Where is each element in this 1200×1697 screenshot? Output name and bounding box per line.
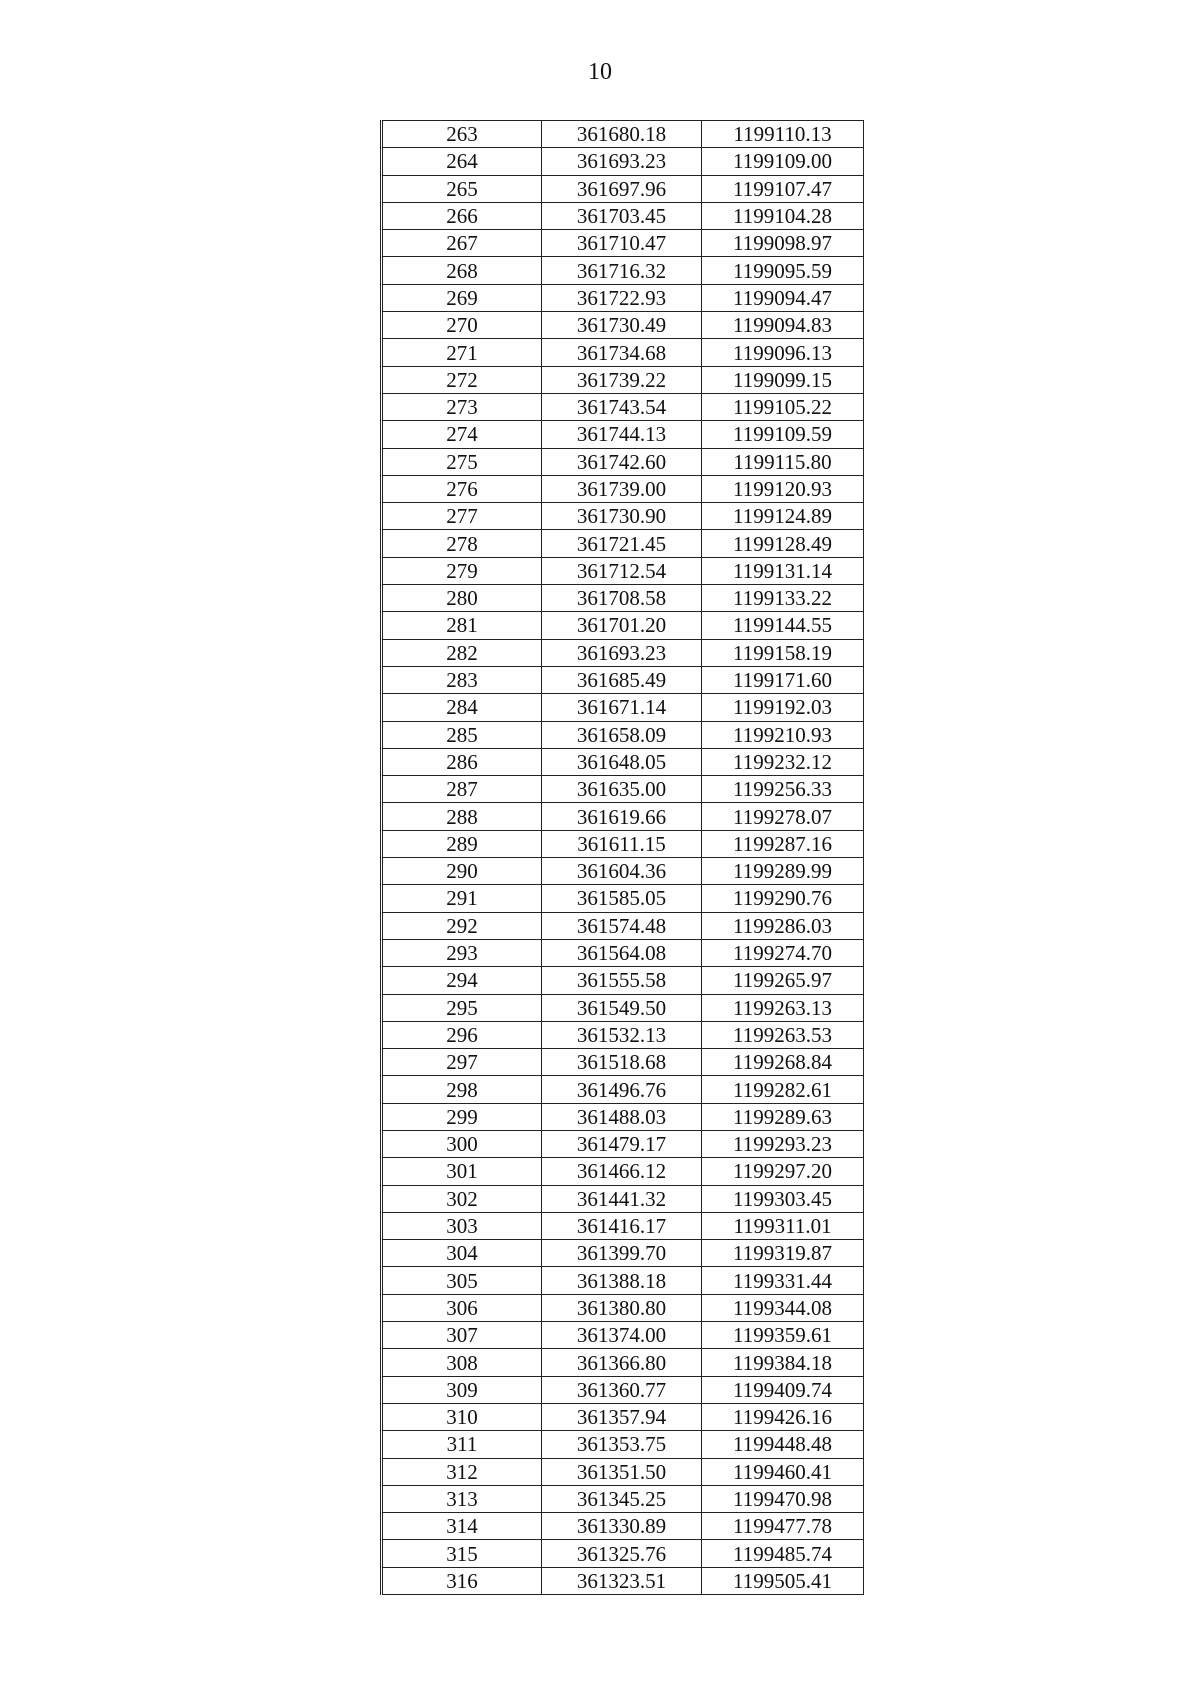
x-coordinate-cell: 361697.96: [542, 175, 702, 202]
x-coordinate-cell: 361555.58: [542, 967, 702, 994]
y-coordinate-cell: 1199131.14: [702, 557, 864, 584]
table-row: [382, 230, 864, 257]
point-number-cell: 312: [382, 1458, 542, 1485]
y-coordinate-cell: 1199331.44: [702, 1267, 864, 1294]
x-coordinate-cell: 361708.58: [542, 585, 702, 612]
x-coordinate-cell: 361680.18: [542, 121, 702, 148]
x-coordinate-cell: 361604.36: [542, 858, 702, 885]
table-row: [382, 1513, 864, 1540]
y-coordinate-cell: 1199448.48: [702, 1431, 864, 1458]
x-coordinate-cell: 361742.60: [542, 448, 702, 475]
point-number-cell: 307: [382, 1322, 542, 1349]
table-row: [382, 1076, 864, 1103]
x-coordinate-cell: 361693.23: [542, 148, 702, 175]
point-number-cell: 286: [382, 748, 542, 775]
table-row: [382, 1458, 864, 1485]
table-row: [382, 503, 864, 530]
x-coordinate-cell: 361611.15: [542, 830, 702, 857]
table-row: [382, 1130, 864, 1157]
point-number-cell: 291: [382, 885, 542, 912]
x-coordinate-cell: 361574.48: [542, 912, 702, 939]
y-coordinate-cell: 1199286.03: [702, 912, 864, 939]
y-coordinate-cell: 1199232.12: [702, 748, 864, 775]
x-coordinate-cell: 361518.68: [542, 1049, 702, 1076]
table-row: [382, 1267, 864, 1294]
y-coordinate-cell: 1199485.74: [702, 1540, 864, 1567]
y-coordinate-cell: 1199192.03: [702, 694, 864, 721]
y-coordinate-cell: 1199133.22: [702, 585, 864, 612]
point-number-cell: 308: [382, 1349, 542, 1376]
y-coordinate-cell: 1199096.13: [702, 339, 864, 366]
point-number-cell: 275: [382, 448, 542, 475]
y-coordinate-cell: 1199344.08: [702, 1294, 864, 1321]
x-coordinate-cell: 361353.75: [542, 1431, 702, 1458]
table-row: [382, 1567, 864, 1594]
table-row: [382, 694, 864, 721]
table-row: [382, 666, 864, 693]
x-coordinate-cell: 361658.09: [542, 721, 702, 748]
y-coordinate-cell: 1199290.76: [702, 885, 864, 912]
table-row: [382, 312, 864, 339]
x-coordinate-cell: 361366.80: [542, 1349, 702, 1376]
point-number-cell: 274: [382, 421, 542, 448]
point-number-cell: 298: [382, 1076, 542, 1103]
point-number-cell: 316: [382, 1567, 542, 1594]
point-number-cell: 288: [382, 803, 542, 830]
x-coordinate-cell: 361734.68: [542, 339, 702, 366]
y-coordinate-cell: 1199287.16: [702, 830, 864, 857]
page-number: 10: [588, 59, 612, 85]
point-number-cell: 299: [382, 1103, 542, 1130]
table-row: [382, 1049, 864, 1076]
point-number-cell: 293: [382, 939, 542, 966]
point-number-cell: 282: [382, 639, 542, 666]
y-coordinate-cell: 1199098.97: [702, 230, 864, 257]
table-row: [382, 366, 864, 393]
x-coordinate-cell: 361730.49: [542, 312, 702, 339]
table-row: [382, 530, 864, 557]
point-number-cell: 296: [382, 1021, 542, 1048]
x-coordinate-cell: 361712.54: [542, 557, 702, 584]
table-row: [382, 1103, 864, 1130]
y-coordinate-cell: 1199120.93: [702, 475, 864, 502]
table-row: [382, 1431, 864, 1458]
table-row: [382, 1349, 864, 1376]
point-number-cell: 266: [382, 202, 542, 229]
point-number-cell: 290: [382, 858, 542, 885]
table-row: [382, 885, 864, 912]
point-number-cell: 305: [382, 1267, 542, 1294]
x-coordinate-cell: 361716.32: [542, 257, 702, 284]
table-row: [382, 1212, 864, 1239]
x-coordinate-cell: 361739.00: [542, 475, 702, 502]
point-number-cell: 287: [382, 776, 542, 803]
point-number-cell: 273: [382, 393, 542, 420]
table-row: [382, 1240, 864, 1267]
point-number-cell: 268: [382, 257, 542, 284]
table-row: [382, 1185, 864, 1212]
point-number-cell: 281: [382, 612, 542, 639]
coordinates-table-body: [382, 121, 864, 1595]
x-coordinate-cell: 361360.77: [542, 1376, 702, 1403]
x-coordinate-cell: 361743.54: [542, 393, 702, 420]
y-coordinate-cell: 1199104.28: [702, 202, 864, 229]
x-coordinate-cell: 361357.94: [542, 1403, 702, 1430]
point-number-cell: 304: [382, 1240, 542, 1267]
table-row: [382, 475, 864, 502]
point-number-cell: 263: [382, 121, 542, 148]
table-row: [382, 448, 864, 475]
y-coordinate-cell: 1199094.83: [702, 312, 864, 339]
y-coordinate-cell: 1199426.16: [702, 1403, 864, 1430]
table-row: [382, 912, 864, 939]
point-number-cell: 271: [382, 339, 542, 366]
x-coordinate-cell: 361585.05: [542, 885, 702, 912]
table-row: [382, 121, 864, 148]
table-row: [382, 284, 864, 311]
x-coordinate-cell: 361351.50: [542, 1458, 702, 1485]
table-row: [382, 612, 864, 639]
table-row: [382, 202, 864, 229]
point-number-cell: 315: [382, 1540, 542, 1567]
y-coordinate-cell: 1199282.61: [702, 1076, 864, 1103]
point-number-cell: 309: [382, 1376, 542, 1403]
point-number-cell: 272: [382, 366, 542, 393]
x-coordinate-cell: 361685.49: [542, 666, 702, 693]
y-coordinate-cell: 1199505.41: [702, 1567, 864, 1594]
point-number-cell: 279: [382, 557, 542, 584]
x-coordinate-cell: 361635.00: [542, 776, 702, 803]
point-number-cell: 306: [382, 1294, 542, 1321]
y-coordinate-cell: 1199470.98: [702, 1485, 864, 1512]
table-row: [382, 939, 864, 966]
table-row: [382, 1485, 864, 1512]
y-coordinate-cell: 1199109.00: [702, 148, 864, 175]
point-number-cell: 295: [382, 994, 542, 1021]
y-coordinate-cell: 1199311.01: [702, 1212, 864, 1239]
point-number-cell: 269: [382, 284, 542, 311]
y-coordinate-cell: 1199303.45: [702, 1185, 864, 1212]
point-number-cell: 289: [382, 830, 542, 857]
point-number-cell: 270: [382, 312, 542, 339]
y-coordinate-cell: 1199384.18: [702, 1349, 864, 1376]
x-coordinate-cell: 361619.66: [542, 803, 702, 830]
point-number-cell: 292: [382, 912, 542, 939]
y-coordinate-cell: 1199460.41: [702, 1458, 864, 1485]
point-number-cell: 302: [382, 1185, 542, 1212]
x-coordinate-cell: 361532.13: [542, 1021, 702, 1048]
x-coordinate-cell: 361710.47: [542, 230, 702, 257]
y-coordinate-cell: 1199289.99: [702, 858, 864, 885]
y-coordinate-cell: 1199274.70: [702, 939, 864, 966]
table-row: [382, 994, 864, 1021]
y-coordinate-cell: 1199158.19: [702, 639, 864, 666]
point-number-cell: 277: [382, 503, 542, 530]
x-coordinate-cell: 361730.90: [542, 503, 702, 530]
y-coordinate-cell: 1199297.20: [702, 1158, 864, 1185]
y-coordinate-cell: 1199293.23: [702, 1130, 864, 1157]
y-coordinate-cell: 1199319.87: [702, 1240, 864, 1267]
x-coordinate-cell: 361479.17: [542, 1130, 702, 1157]
table-row: [382, 175, 864, 202]
table-row: [382, 721, 864, 748]
point-number-cell: 301: [382, 1158, 542, 1185]
y-coordinate-cell: 1199210.93: [702, 721, 864, 748]
y-coordinate-cell: 1199278.07: [702, 803, 864, 830]
table-row: [382, 748, 864, 775]
y-coordinate-cell: 1199256.33: [702, 776, 864, 803]
y-coordinate-cell: 1199263.53: [702, 1021, 864, 1048]
x-coordinate-cell: 361496.76: [542, 1076, 702, 1103]
x-coordinate-cell: 361721.45: [542, 530, 702, 557]
x-coordinate-cell: 361345.25: [542, 1485, 702, 1512]
x-coordinate-cell: 361549.50: [542, 994, 702, 1021]
x-coordinate-cell: 361488.03: [542, 1103, 702, 1130]
x-coordinate-cell: 361648.05: [542, 748, 702, 775]
table-row: [382, 803, 864, 830]
y-coordinate-cell: 1199359.61: [702, 1322, 864, 1349]
table-row: [382, 421, 864, 448]
table-row: [382, 1158, 864, 1185]
table-row: [382, 1294, 864, 1321]
y-coordinate-cell: 1199094.47: [702, 284, 864, 311]
x-coordinate-cell: 361744.13: [542, 421, 702, 448]
point-number-cell: 300: [382, 1130, 542, 1157]
table-row: [382, 1021, 864, 1048]
x-coordinate-cell: 361564.08: [542, 939, 702, 966]
x-coordinate-cell: 361671.14: [542, 694, 702, 721]
point-number-cell: 278: [382, 530, 542, 557]
y-coordinate-cell: 1199128.49: [702, 530, 864, 557]
point-number-cell: 297: [382, 1049, 542, 1076]
point-number-cell: 294: [382, 967, 542, 994]
point-number-cell: 285: [382, 721, 542, 748]
y-coordinate-cell: 1199265.97: [702, 967, 864, 994]
y-coordinate-cell: 1199289.63: [702, 1103, 864, 1130]
y-coordinate-cell: 1199110.13: [702, 121, 864, 148]
x-coordinate-cell: 361416.17: [542, 1212, 702, 1239]
table-row: [382, 148, 864, 175]
y-coordinate-cell: 1199099.15: [702, 366, 864, 393]
y-coordinate-cell: 1199095.59: [702, 257, 864, 284]
y-coordinate-cell: 1199171.60: [702, 666, 864, 693]
point-number-cell: 303: [382, 1212, 542, 1239]
table-row: [382, 639, 864, 666]
point-number-cell: 267: [382, 230, 542, 257]
table-row: [382, 967, 864, 994]
x-coordinate-cell: 361466.12: [542, 1158, 702, 1185]
x-coordinate-cell: 361739.22: [542, 366, 702, 393]
y-coordinate-cell: 1199268.84: [702, 1049, 864, 1076]
point-number-cell: 314: [382, 1513, 542, 1540]
table-row: [382, 1540, 864, 1567]
table-row: [382, 585, 864, 612]
table-row: [382, 257, 864, 284]
y-coordinate-cell: 1199124.89: [702, 503, 864, 530]
table-row: [382, 1403, 864, 1430]
x-coordinate-cell: 361325.76: [542, 1540, 702, 1567]
y-coordinate-cell: 1199107.47: [702, 175, 864, 202]
point-number-cell: 313: [382, 1485, 542, 1512]
point-number-cell: 280: [382, 585, 542, 612]
y-coordinate-cell: 1199105.22: [702, 393, 864, 420]
table-row: [382, 1322, 864, 1349]
table-row: [382, 776, 864, 803]
table-row: [382, 830, 864, 857]
x-coordinate-cell: 361703.45: [542, 202, 702, 229]
x-coordinate-cell: 361722.93: [542, 284, 702, 311]
y-coordinate-cell: 1199409.74: [702, 1376, 864, 1403]
point-number-cell: 283: [382, 666, 542, 693]
point-number-cell: 264: [382, 148, 542, 175]
y-coordinate-cell: 1199144.55: [702, 612, 864, 639]
x-coordinate-cell: 361388.18: [542, 1267, 702, 1294]
x-coordinate-cell: 361441.32: [542, 1185, 702, 1212]
table-row: [382, 1376, 864, 1403]
x-coordinate-cell: 361323.51: [542, 1567, 702, 1594]
table-row: [382, 858, 864, 885]
y-coordinate-cell: 1199109.59: [702, 421, 864, 448]
x-coordinate-cell: 361330.89: [542, 1513, 702, 1540]
point-number-cell: 311: [382, 1431, 542, 1458]
y-coordinate-cell: 1199115.80: [702, 448, 864, 475]
x-coordinate-cell: 361380.80: [542, 1294, 702, 1321]
y-coordinate-cell: 1199263.13: [702, 994, 864, 1021]
table-row: [382, 339, 864, 366]
point-number-cell: 310: [382, 1403, 542, 1430]
point-number-cell: 276: [382, 475, 542, 502]
x-coordinate-cell: 361693.23: [542, 639, 702, 666]
coordinates-table: [380, 120, 864, 1595]
table-row: [382, 557, 864, 584]
table-row: [382, 393, 864, 420]
y-coordinate-cell: 1199477.78: [702, 1513, 864, 1540]
point-number-cell: 265: [382, 175, 542, 202]
point-number-cell: 284: [382, 694, 542, 721]
x-coordinate-cell: 361701.20: [542, 612, 702, 639]
x-coordinate-cell: 361374.00: [542, 1322, 702, 1349]
x-coordinate-cell: 361399.70: [542, 1240, 702, 1267]
